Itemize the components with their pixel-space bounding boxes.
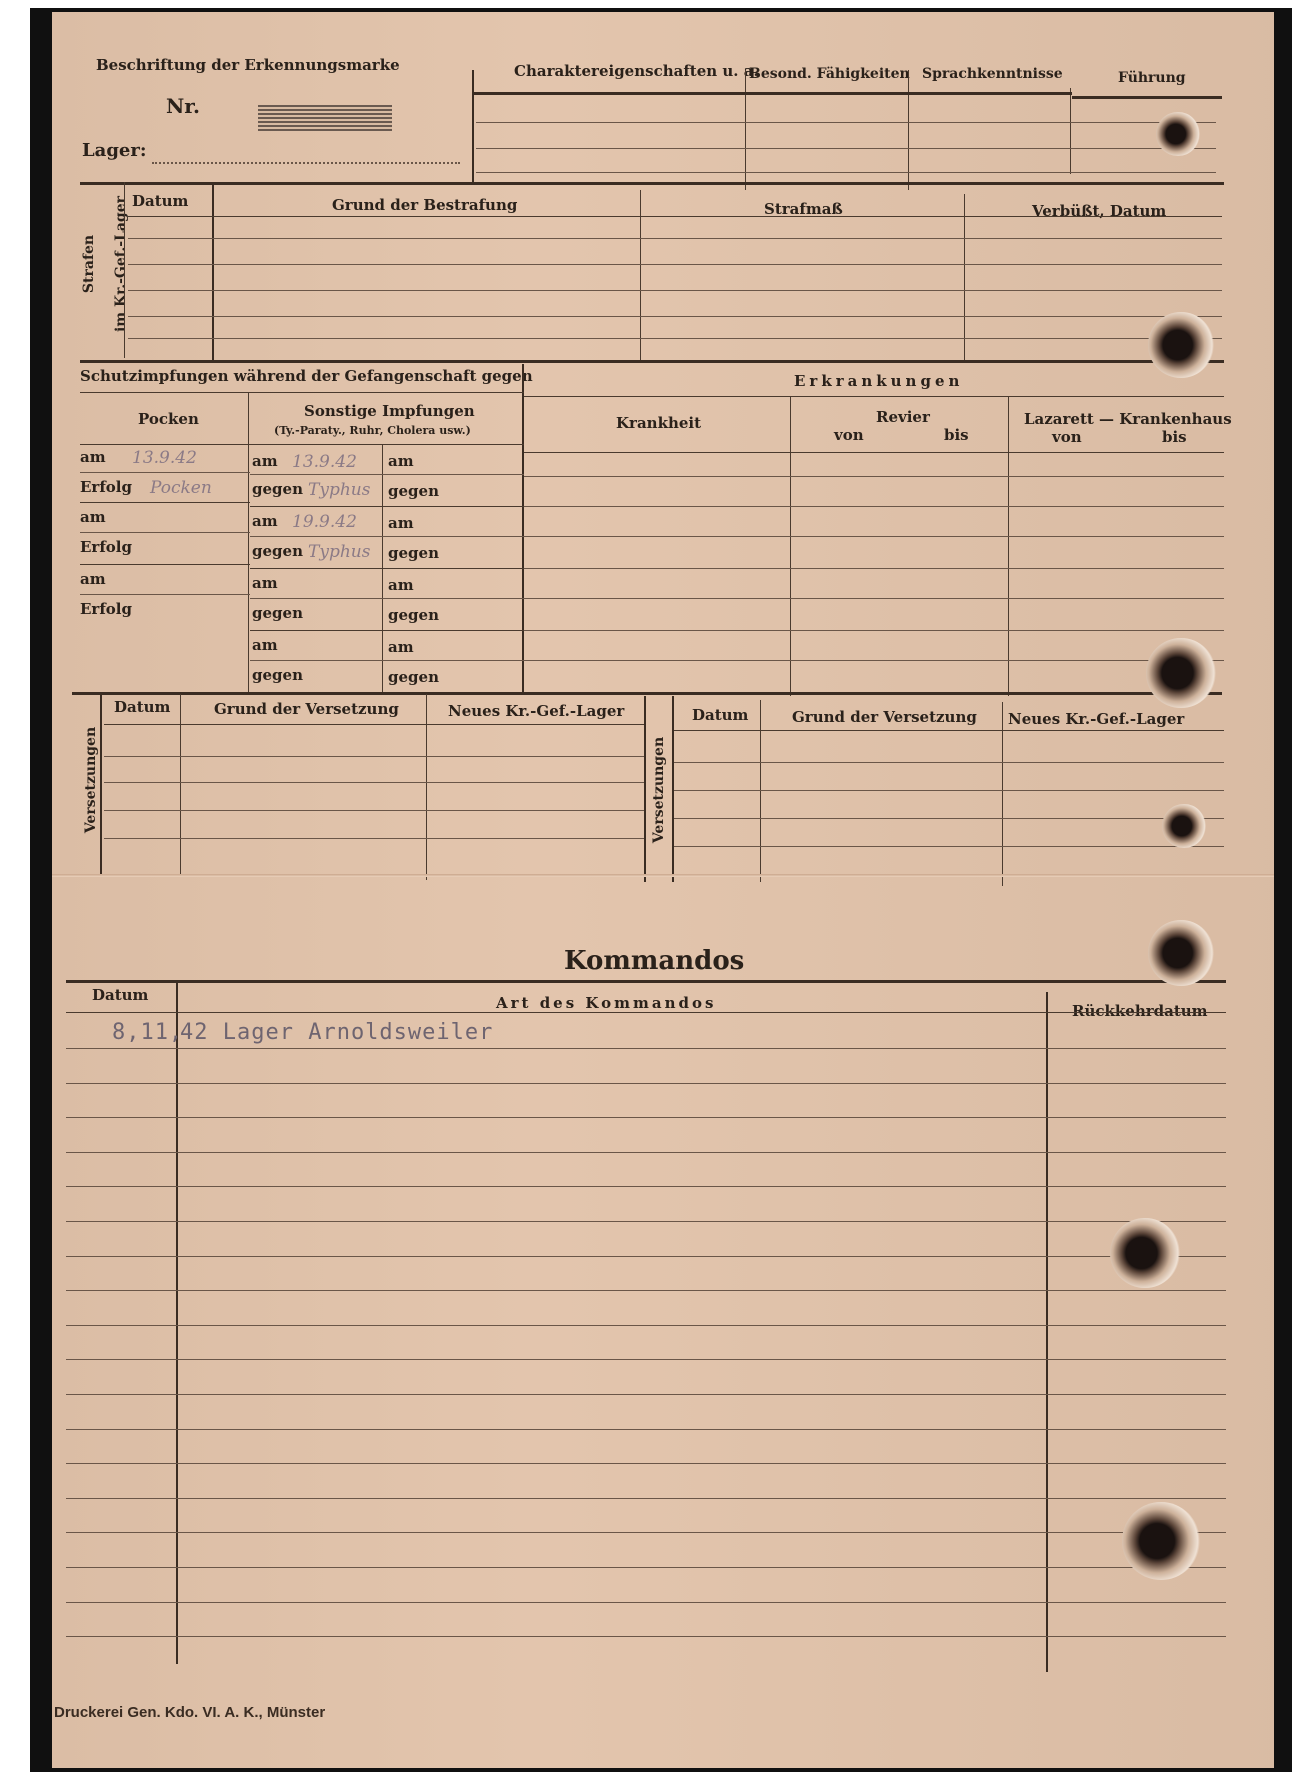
sonst-am-date-2: 19.9.42 (292, 512, 357, 532)
erkrankungen-line (524, 660, 1224, 661)
sonst-am-date: 13.9.42 (292, 452, 357, 472)
erkrankungen-divider (790, 396, 791, 696)
versetzungen-neues-left: Neues Kr.-Gef.-Lager (448, 702, 625, 720)
pocken-header: Pocken (138, 410, 199, 428)
impf-line (80, 502, 250, 503)
header-rule (472, 92, 1072, 95)
kommando-row-line (66, 1048, 1226, 1049)
sonstige-header: Sonstige Impfungen (304, 402, 475, 420)
versetzungen-divider (760, 700, 761, 882)
strafen-line (128, 338, 1222, 339)
pocken-am-label: am (80, 508, 106, 526)
strafen-side-label-2: im Kr.-Gef.-Lager (113, 196, 129, 333)
lazarett-bis: bis (1162, 428, 1187, 446)
versetzungen-line (104, 782, 644, 783)
erkrankungen-line (524, 536, 1224, 537)
pocken-erfolg-label: Erfolg (80, 478, 132, 496)
impf-line (250, 660, 524, 661)
nr-label: Nr. (166, 94, 200, 118)
kommando-row-line (66, 1602, 1226, 1603)
strafen-line (128, 264, 1222, 265)
versetzungen-line (104, 810, 644, 811)
sprachen-header: Sprachkenntnisse (922, 66, 1063, 82)
erkrankungen-line (524, 506, 1224, 507)
pocken-erfolg-label: Erfolg (80, 600, 132, 618)
versetzungen-side-label-right: Versetzungen (651, 736, 667, 844)
kommandos-title: Kommandos (564, 946, 745, 976)
sonst-am-label: am (252, 512, 278, 530)
impfungen-header-rule (80, 444, 524, 445)
impf-line (250, 568, 524, 569)
lazarett-header: Lazarett — Krankenhaus (1024, 410, 1232, 428)
sonst-am-label: am (252, 452, 278, 470)
strafen-header-rule (128, 216, 1222, 217)
fuehrung-header: Führung (1118, 70, 1186, 86)
erkrankungen-rule (524, 396, 1224, 397)
impf-line (250, 506, 524, 507)
strafen-divider (212, 182, 214, 360)
versetzungen-header-rule (674, 730, 1224, 731)
impfungen-rule (80, 392, 524, 393)
sonst-am-label-2: am (388, 638, 414, 656)
versetzungen-neues-right: Neues Kr.-Gef.-Lager (1008, 710, 1185, 728)
versetzungen-datum-left: Datum (114, 698, 171, 716)
erkrankungen-header-rule (524, 452, 1224, 453)
sonst-am-label-2: am (388, 452, 414, 470)
header-divider-1 (472, 70, 474, 182)
kommando-row1-art: 42 Lager Arnoldsweiler (180, 1020, 494, 1045)
strafmass-header: Strafmaß (764, 200, 843, 218)
impf-line (80, 594, 250, 595)
punch-hole (1122, 1502, 1200, 1580)
sonst-gegen-label: gegen (252, 542, 303, 560)
erkrankungen-line (524, 476, 1224, 477)
versetzungen-line (104, 838, 644, 839)
section-rule (72, 692, 1222, 695)
kommando-row-line (66, 1083, 1226, 1084)
lazarett-von: von (1052, 428, 1082, 446)
sonst-gegen-label: gegen (252, 604, 303, 622)
header-divider-4 (1070, 88, 1071, 174)
lager-label: Lager: (82, 140, 147, 161)
paper-fold (52, 874, 1274, 877)
kommando-row-line (66, 1532, 1226, 1533)
impf-line (80, 472, 250, 473)
pocken-erfolg-label: Erfolg (80, 538, 132, 556)
erkrankungen-line (524, 630, 1224, 631)
record-card (52, 12, 1274, 1768)
revier-header: Revier (876, 408, 930, 426)
versetzungen-side-label-left: Versetzungen (83, 726, 99, 834)
sonst-gegen-label: gegen (252, 480, 303, 498)
impf-line (250, 474, 524, 475)
sonst-gegen-value: Typhus (308, 480, 371, 500)
versetzungen-line (104, 756, 644, 757)
kommandos-art-header: Art des Kommandos (496, 994, 717, 1012)
punch-hole (1110, 1218, 1180, 1288)
sonst-gegen-label-2: gegen (388, 482, 439, 500)
versetzungen-divider (100, 694, 102, 874)
strafen-line (128, 238, 1222, 239)
revier-von: von (834, 426, 864, 444)
beschriftung-label: Beschriftung der Erkennungsmarke (96, 56, 400, 74)
versetzungen-datum-right: Datum (692, 706, 749, 724)
sonst-gegen-label-2: gegen (388, 544, 439, 562)
versetzungen-line (674, 790, 1224, 791)
kommandos-top-rule (66, 980, 1226, 983)
impf-line (250, 536, 524, 537)
sonst-am-label: am (252, 636, 278, 654)
impf-line (250, 598, 524, 599)
impf-line (80, 532, 250, 533)
kommando-row-line (66, 1359, 1226, 1360)
pocken-erfolg-value: Pocken (150, 478, 212, 498)
sonst-am-label-2: am (388, 576, 414, 594)
charakter-header: Charaktereigenschaften u. a. (514, 62, 759, 80)
pocken-am-label: am (80, 570, 106, 588)
versetzungen-line (674, 846, 1224, 847)
kommando-row-line (66, 1463, 1226, 1464)
printer-imprint: Druckerei Gen. Kdo. VI. A. K., Münster (54, 1704, 326, 1721)
kommando-row-line (66, 1394, 1226, 1395)
versetzungen-divider (180, 694, 181, 874)
revier-bis: bis (944, 426, 969, 444)
sonst-am-label-2: am (388, 514, 414, 532)
versetzungen-grund-right: Grund der Versetzung (792, 708, 977, 726)
versetzungen-grund-left: Grund der Versetzung (214, 700, 399, 718)
kommando-row-line (66, 1152, 1226, 1153)
faehigkeiten-header: Besond. Fähigkeiten (749, 66, 910, 82)
strafen-side-label: Strafen (81, 234, 97, 294)
header-line (476, 172, 1216, 173)
punch-hole (1162, 804, 1206, 848)
kommando-row-line (66, 1221, 1226, 1222)
strafen-divider (124, 182, 125, 358)
kommando-row-line (66, 1290, 1226, 1291)
kommando-row-line (66, 1325, 1226, 1326)
section-rule (80, 360, 1224, 363)
erkrankungen-line (524, 598, 1224, 599)
sonst-am-label: am (252, 574, 278, 592)
verbuesst-header: Verbüßt, Datum (1032, 202, 1167, 220)
impf-line (80, 564, 250, 565)
kommandos-header-rule (66, 1012, 1226, 1013)
kommando-row-line (66, 1256, 1226, 1257)
punch-hole (1146, 638, 1216, 708)
sonst-gegen-value-2: Typhus (308, 542, 371, 562)
krankheit-header: Krankheit (616, 414, 702, 432)
versetzungen-line (674, 818, 1224, 819)
kommandos-divider (1046, 992, 1048, 1672)
sonstige-subheader: (Ty.-Paraty., Ruhr, Cholera usw.) (274, 424, 471, 437)
impfungen-divider (248, 392, 249, 692)
kommando-row-line (66, 1636, 1226, 1637)
nr-redacted-field (258, 105, 392, 131)
strafen-datum-header: Datum (132, 192, 189, 210)
versetzungen-divider (672, 696, 674, 882)
erkrankungen-divider (1008, 396, 1009, 696)
sonst-gegen-label-2: gegen (388, 668, 439, 686)
header-rule-right (1072, 96, 1222, 99)
kommando-row-line (66, 1117, 1226, 1118)
kommando-row-line (66, 1567, 1226, 1568)
versetzungen-divider (644, 696, 646, 882)
section-rule (80, 182, 1224, 185)
header-line (476, 122, 1216, 123)
punch-hole (1148, 312, 1214, 378)
punch-hole (1148, 920, 1214, 986)
rueckkehr-header: Rückkehrdatum (1072, 1002, 1208, 1020)
punch-hole (1156, 112, 1200, 156)
kommando-row-line (66, 1498, 1226, 1499)
kommandos-datum-header: Datum (92, 986, 149, 1004)
kommando-row-line (66, 1429, 1226, 1430)
sonst-gegen-label: gegen (252, 666, 303, 684)
erkrankungen-title: Erkrankungen (794, 372, 964, 390)
impfungen-title: Schutzimpfungen während der Gefangenschaft gegen (80, 367, 533, 385)
strafen-line (128, 316, 1222, 317)
lager-fill-line (152, 162, 460, 164)
impfungen-divider (522, 364, 524, 694)
kommando-row1-datum: 8,11, (112, 1020, 184, 1045)
erkrankungen-line (524, 568, 1224, 569)
header-line (476, 148, 1216, 149)
strafen-divider (964, 194, 965, 360)
pocken-am-date: 13.9.42 (132, 448, 197, 468)
impf-line (250, 630, 524, 631)
strafen-line (128, 290, 1222, 291)
pocken-am-label: am (80, 448, 106, 466)
versetzungen-header-rule (104, 724, 644, 725)
grund-bestrafung-header: Grund der Bestrafung (332, 196, 518, 214)
versetzungen-divider (426, 694, 427, 880)
sonst-gegen-label-2: gegen (388, 606, 439, 624)
versetzungen-line (674, 762, 1224, 763)
kommando-row-line (66, 1186, 1226, 1187)
